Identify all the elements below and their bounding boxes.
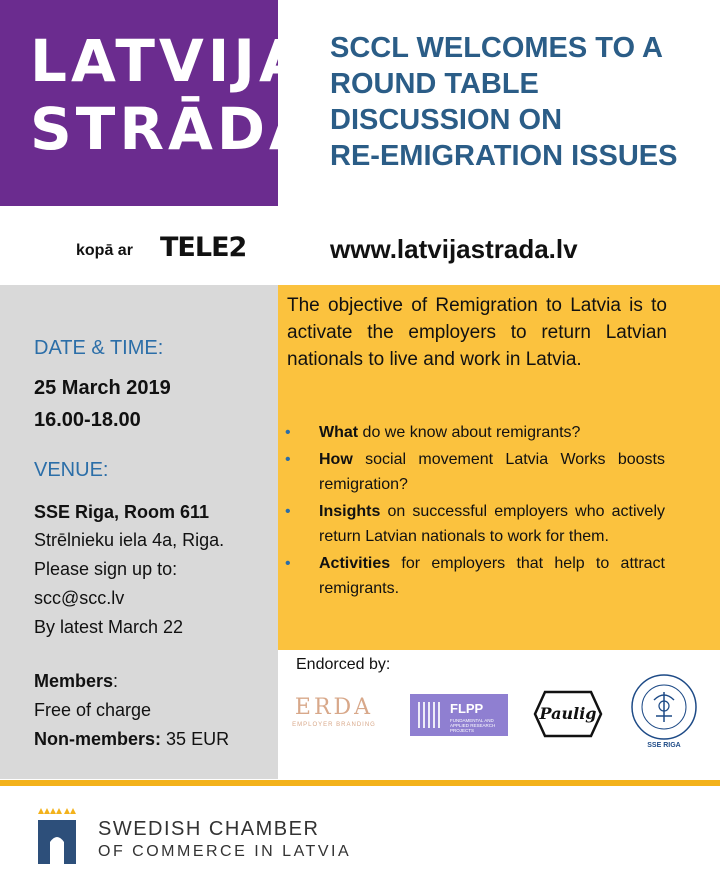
members-row [34, 671, 118, 692]
flpp-name: FLPP [450, 701, 484, 716]
signup-email[interactable]: scc@scc.lv [34, 588, 125, 608]
bullet-icon: • [285, 424, 291, 441]
event-date: 25 March 2019 [34, 377, 171, 399]
bullet-icon: • [285, 555, 291, 572]
topic-list [285, 420, 665, 603]
venue-name: SSE Riga, Room 611 [34, 502, 210, 522]
headline-line-4: RE-EMIGRATION ISSUES [330, 140, 678, 172]
headline [330, 30, 710, 174]
nonmembers-row [34, 729, 229, 750]
chamber-name-line-2: OF COMMERCE IN LATVIA [98, 843, 352, 860]
venue-address: Strēlnieku iela 4a, Riga. [34, 530, 225, 550]
list-item [285, 447, 665, 497]
event-time: 16.00-18.00 [34, 409, 141, 431]
endorsed-by-label: Endorced by: [296, 656, 391, 673]
logo-line-2: STRĀDĀ [30, 95, 318, 163]
members-colon: : [113, 671, 119, 691]
venue-label: VENUE: [34, 459, 109, 481]
chamber-name-line-1: SWEDISH CHAMBER [98, 818, 320, 840]
erda-subtitle: EMPLOYER BRANDING [292, 722, 376, 728]
bullet-keyword: Activities [319, 555, 391, 572]
signup-text: Please sign up to: [34, 559, 178, 579]
bullet-text: on successful employers who actively return Latvian nationals to work for them. [319, 503, 665, 545]
date-time-label: DATE & TIME: [34, 337, 164, 359]
bullet-text: for employers that help to attract remigrants. [319, 555, 665, 597]
sse-seal-icon [626, 672, 702, 742]
bullet-icon: • [285, 503, 291, 520]
website-link[interactable]: www.latvijastrada.lv [330, 234, 578, 264]
bullet-icon: • [285, 451, 291, 468]
nonmembers-price: 35 EUR [166, 729, 230, 749]
nonmembers-label: Non-members: [34, 729, 162, 749]
flpp-subtitle: FUNDAMENTAL AND APPLIED RESEARCH PROJECTS [450, 718, 496, 733]
list-item [285, 420, 665, 445]
paulig-logo [533, 688, 603, 740]
sse-riga-label: SSE RIGA [647, 742, 681, 749]
headline-line-2: ROUND TABLE [330, 68, 539, 100]
bullet-text: social movement Latvia Works boosts remigration? [319, 451, 665, 493]
members-label: Members [34, 671, 114, 691]
bullet-keyword: Insights [319, 503, 381, 520]
signup-deadline: By latest March 22 [34, 617, 184, 637]
flpp-grid-icon [418, 702, 442, 728]
list-item [285, 551, 665, 601]
latvija-strada-logo [0, 0, 318, 206]
erda-name: ERDA [294, 695, 374, 720]
tele2-logo: TELE2 [160, 232, 247, 263]
headline-line-3: DISCUSSION ON [330, 104, 563, 136]
headline-line-1: SCCL WELCOMES TO A [330, 32, 663, 64]
sse-riga-logo [626, 672, 702, 754]
bullet-keyword: What [319, 424, 359, 441]
bullet-text: do we know about remigrants? [358, 424, 581, 441]
objective-text: The objective of Remigration to Latvia is to activate the employers to return Latvian nationals to live and work in Latvia. [287, 295, 667, 370]
paulig-name: Paulig [539, 704, 597, 723]
logo-line-1: LATVIJA [30, 27, 308, 95]
bullet-keyword: How [319, 451, 353, 468]
chamber-crown-gate-icon [36, 806, 78, 864]
members-price: Free of charge [34, 700, 152, 720]
kopa-ar-text: kopā ar [76, 242, 133, 259]
flpp-logo [410, 694, 508, 736]
list-item [285, 499, 665, 549]
erda-logo [287, 695, 381, 728]
